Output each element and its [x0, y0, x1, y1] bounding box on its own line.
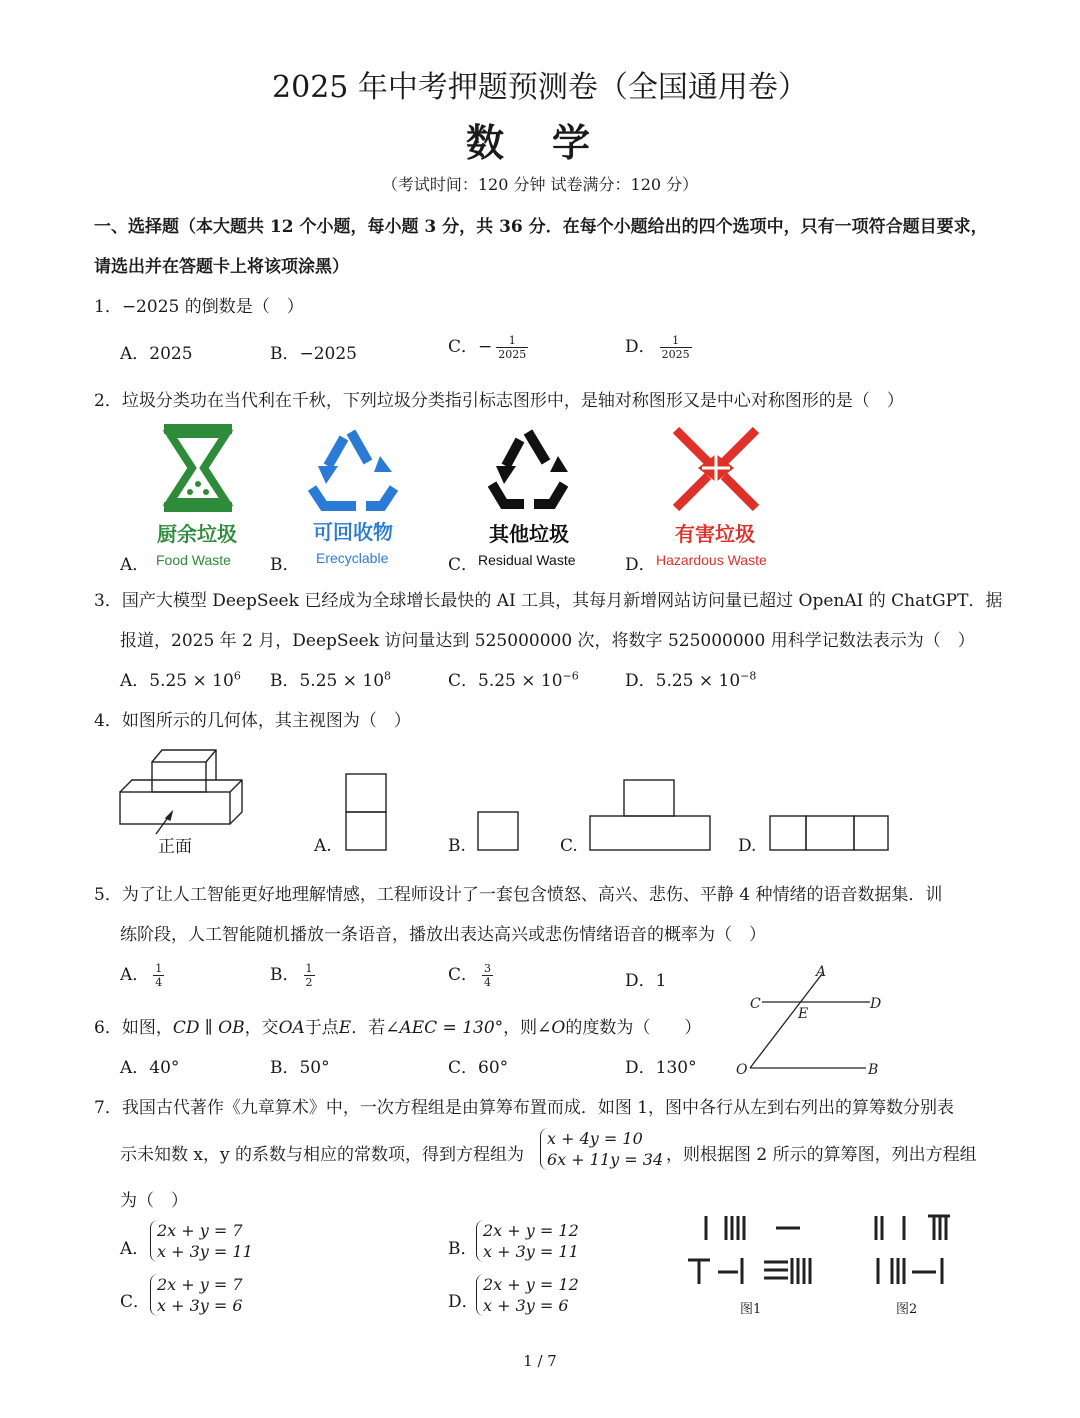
q2-option-a-letter: A． — [120, 555, 150, 575]
q7-stem-line1: 7．我国古代著作《九章算术》中，一次方程组是由算筹布置而成．如图 1，图中各行从左到右列出的算筹数分别表 — [94, 1098, 955, 1118]
q6-label-c: C — [750, 996, 761, 1012]
exam-info: （考试时间：120 分钟 试卷满分：120 分） — [381, 175, 699, 194]
page-number: 1 / 7 — [523, 1352, 557, 1370]
q7-figure-2 — [866, 1212, 956, 1290]
q4-front-label: 正面 — [158, 837, 192, 857]
exam-title: 2025 年中考押题预测卷（全国通用卷） — [272, 70, 808, 105]
q2-option-c-letter: C． — [448, 555, 479, 575]
q1-stem: 1．−2025 的倒数是（ ） — [94, 297, 304, 317]
q7-option-a-system: 2x + y = 7 x + 3y = 11 — [150, 1220, 253, 1262]
q4-option-b: B. — [448, 836, 466, 856]
section-heading-cont: 请选出并在答题卡上将该项涂黑） — [94, 257, 349, 277]
q7-option-c-system: 2x + y = 7 x + 3y = 6 — [150, 1274, 243, 1316]
q6-stem: 6．如图，CD ∥ OB，交OA于点E．若∠AEC = 130°，则∠O的度数为（ ） — [94, 1018, 702, 1038]
q4-stem: 4．如图所示的几何体，其主视图为（ ） — [94, 711, 411, 731]
q5-stem-line1: 5．为了让人工智能更好地理解情感，工程师设计了一套包含愤怒、高兴、悲伤、平静 4 种情绪的语音数据集．训 — [94, 885, 943, 905]
q7-figure-1-label: 图1 — [740, 1302, 762, 1317]
q6-option-c: C．60° — [448, 1058, 509, 1078]
recyclable-icon — [304, 426, 398, 512]
q2-c-caption-en: Residual Waste — [478, 552, 576, 568]
hazardous-waste-icon — [668, 424, 764, 514]
q6-option-b: B．50° — [270, 1058, 330, 1078]
q7-stem-line3: 为（ ） — [120, 1191, 188, 1211]
q3-option-d: D．$5.25 \times 10^{-8}$ — [625, 669, 757, 691]
food-waste-icon — [160, 422, 236, 514]
q1-option-d: D． $\frac{1}{2025}$ — [625, 334, 690, 361]
q3-option-a: A．$5.25 \times 10^6$ — [120, 669, 241, 691]
q6-label-e: E — [798, 1006, 809, 1022]
q6-option-a: A．40° — [120, 1058, 180, 1078]
q5-option-d: D．1 — [625, 971, 667, 991]
q5-option-b: B． $\frac{1}{2}$ — [270, 962, 313, 989]
q4-b-figure — [476, 810, 520, 852]
q4-c-figure — [588, 778, 714, 852]
q7-option-b-system: 2x + y = 12 x + 3y = 11 — [476, 1220, 579, 1262]
q4-option-d: D. — [738, 836, 757, 856]
q6-option-d: D．130° — [625, 1058, 697, 1078]
q4-option-c: C. — [560, 836, 578, 856]
subject-title: 数学 — [465, 120, 638, 165]
q2-c-caption-cn: 其他垃圾 — [489, 522, 569, 546]
q1-option-b: B．−2025 — [270, 344, 358, 364]
q2-option-b-letter: B． — [270, 555, 300, 575]
q3-option-b: B．$5.25 \times 10^8$ — [270, 669, 392, 691]
q2-a-caption-en: Food Waste — [156, 552, 231, 568]
q6-label-o: O — [736, 1062, 748, 1078]
section-heading: 一、选择题（本大题共 12 个小题，每小题 3 分，共 36 分．在每个小题给出的四个选项中，只有一项符合题目要求， — [94, 217, 988, 237]
q7-option-c-letter: C． — [120, 1292, 151, 1312]
q2-b-caption-en: Erecyclable — [316, 550, 389, 566]
q4-option-a: A. — [314, 836, 332, 856]
q5-option-a: A． $\frac{1}{4}$ — [120, 962, 163, 989]
q4-d-figure — [768, 814, 892, 854]
q7-option-d-system: 2x + y = 12 x + 3y = 6 — [476, 1274, 579, 1316]
q5-option-c: C． $\frac{3}{4}$ — [448, 962, 492, 989]
q7-option-b-letter: B． — [448, 1239, 478, 1259]
q7-figure-2-label: 图2 — [896, 1302, 918, 1317]
q3-stem-line2: 报道，2025 年 2 月，DeepSeek 访问量达到 525000000 次，将数字 525000000 用科学记数法表示为（ ） — [120, 631, 975, 651]
q2-a-caption-cn: 厨余垃圾 — [157, 522, 237, 546]
q7-option-d-letter: D． — [448, 1292, 479, 1312]
q2-option-d-letter: D． — [625, 555, 656, 575]
q1-option-a: A．2025 — [120, 344, 193, 364]
q3-stem-line1: 3．国产大模型 DeepSeek 已经成为全球增长最快的 AI 工具，其每月新增网站访问量已超过 OpenAI 的 ChatGPT．据 — [94, 591, 1003, 611]
q7-option-a-letter: A． — [120, 1239, 150, 1259]
q6-label-b: B — [868, 1062, 879, 1078]
q7-stem-line2b: ，则根据图 2 所示的算筹图，列出方程组 — [666, 1145, 977, 1165]
q2-d-caption-en: Hazardous Waste — [656, 552, 767, 568]
q3-option-c: C．$5.25 \times 10^{-6}$ — [448, 669, 579, 691]
q7-stem-line2a: 示未知数 x，y 的系数与相应的常数项，得到方程组为 — [120, 1145, 524, 1165]
q4-a-figure — [344, 772, 388, 852]
q7-given-system: x + 4y = 10 6x + 11y = 34 — [540, 1128, 663, 1170]
q6-label-d: D — [870, 996, 882, 1012]
residual-waste-icon — [486, 426, 570, 514]
q2-b-caption-cn: 可回收物 — [313, 520, 393, 544]
q1-option-c: C．− $\frac{1}{2025}$ — [448, 334, 527, 361]
q6-label-a: A — [816, 964, 827, 980]
q5-stem-line2: 练阶段，人工智能随机播放一条语音，播放出表达高兴或悲伤情绪语音的概率为（ ） — [120, 925, 766, 945]
q2-d-caption-cn: 有害垃圾 — [675, 522, 755, 546]
q6-geometry-figure — [730, 960, 890, 1080]
q2-stem: 2．垃圾分类功在当代利在千秋，下列垃圾分类指引标志图形中，是轴对称图形又是中心对称图形的是（ ） — [94, 391, 904, 411]
q7-figure-1 — [684, 1212, 824, 1290]
